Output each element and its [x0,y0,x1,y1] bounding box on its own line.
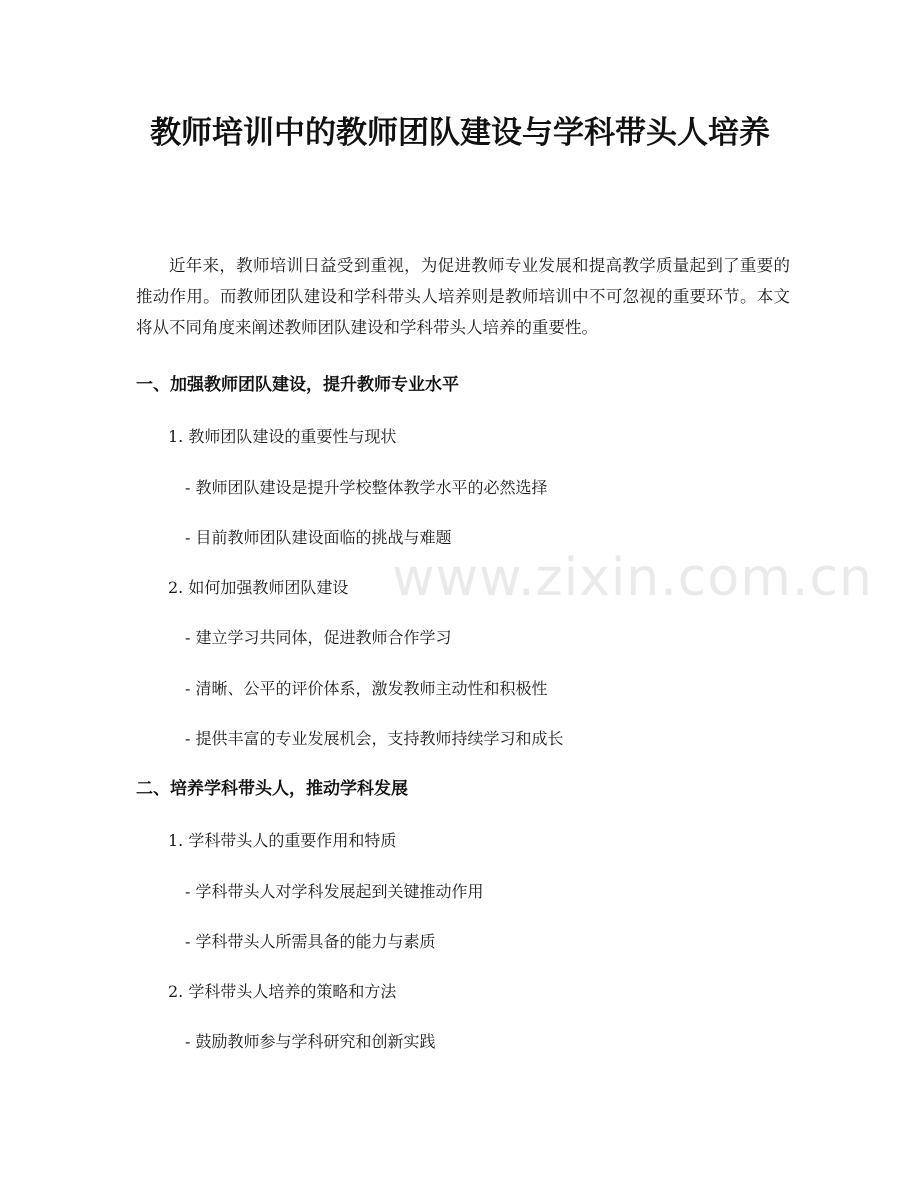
watermark-text: www.zixin.com.cn [392,548,873,608]
bullet-1-1-1: - 教师团队建设是提升学校整体教学水平的必然选择 [185,478,548,497]
subsection-2-1-heading: 1. 学科带头人的重要作用和特质 [168,831,397,850]
bullet-1-2-2: - 清晰、公平的评价体系，激发教师主动性和积极性 [185,679,548,698]
bullet-2-1-2: - 学科带头人所需具备的能力与素质 [185,932,436,951]
intro-paragraph: 近年来，教师培训日益受到重视，为促进教师专业发展和提高教学质量起到了重要的推动作用。而教师团队建设和学科带头人培养则是教师培训中不可忽视的重要环节。本文将从不同角度来阐述教师团队建设和学科带头人培养的重要性。 [136,256,790,337]
bullet-2-1-1: - 学科带头人对学科发展起到关键推动作用 [185,882,484,901]
bullet-1-1-2: - 目前教师团队建设面临的挑战与难题 [185,528,452,547]
subsection-2-2-heading: 2. 学科带头人培养的策略和方法 [168,982,397,1001]
bullet-2-2-1: - 鼓励教师参与学科研究和创新实践 [185,1032,436,1051]
document-title: 教师培训中的教师团队建设与学科带头人培养 [150,115,770,151]
bullet-1-2-1: - 建立学习共同体，促进教师合作学习 [185,628,452,647]
subsection-1-1-heading: 1. 教师团队建设的重要性与现状 [168,427,397,446]
bullet-1-2-3: - 提供丰富的专业发展机会，支持教师持续学习和成长 [185,729,564,748]
section-1-heading: 一、加强教师团队建设，提升教师专业水平 [136,375,459,395]
section-2-heading: 二、培养学科带头人，推动学科发展 [136,779,408,799]
subsection-1-2-heading: 2. 如何加强教师团队建设 [168,578,349,597]
